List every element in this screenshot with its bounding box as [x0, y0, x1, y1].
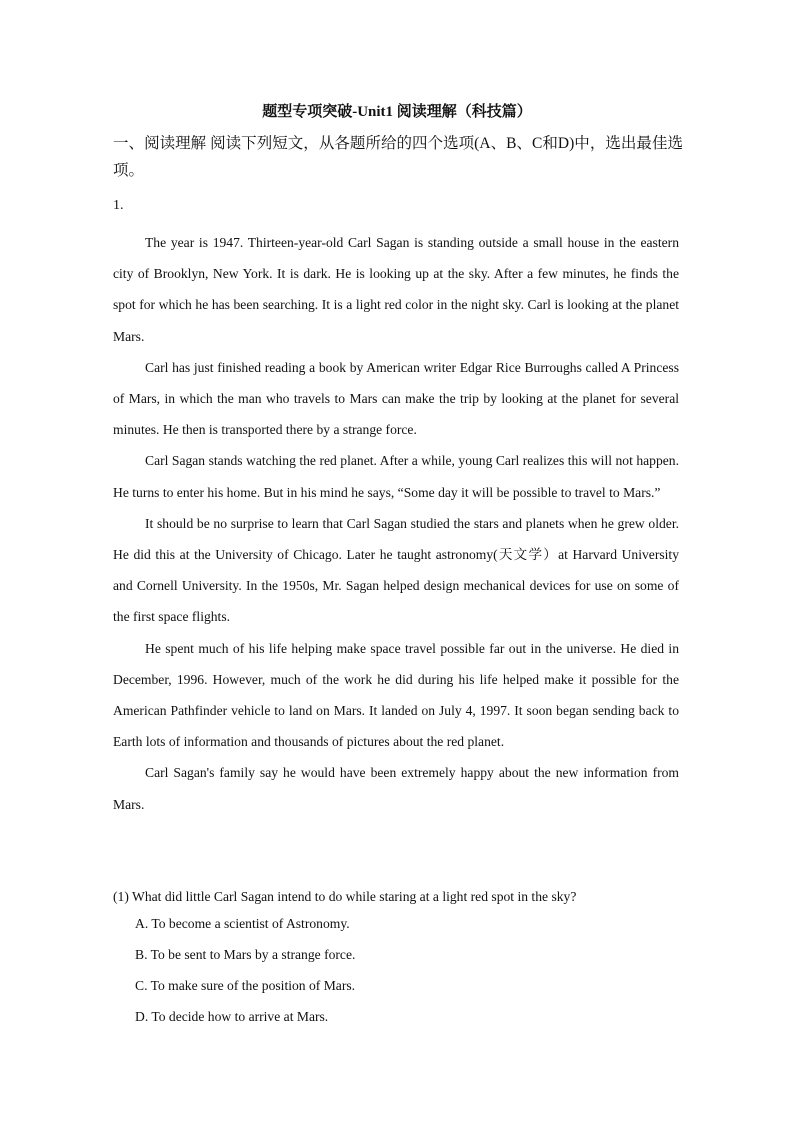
section-instructions: 一、阅读理解 阅读下列短文，从各题所给的四个选项(A、B、C和D)中，选出最佳选项。 — [113, 135, 683, 179]
option-d: D. To decide how to arrive at Mars. — [135, 1009, 329, 1024]
page-title: 题型专项突破-Unit1 阅读理解（科技篇） — [262, 104, 532, 120]
passage-paragraph-3: Carl Sagan stands watching the red planet. After a while, young Carl realizes this will not happen. He turns to enter his home. But in his mind he says, “Some day it will be possible to travel to Mars.” — [113, 453, 679, 500]
reading-passage — [113, 227, 679, 820]
option-b: B. To be sent to Mars by a strange force. — [135, 947, 356, 962]
passage-paragraph-2: Carl has just finished reading a book by American writer Edgar Rice Burroughs called A Princess of Mars, in which the man who travels to Mars can make the trip by looking at the planet for several minutes. He then is transported there by a strange force. — [113, 359, 679, 438]
question-number: 1. — [113, 198, 124, 213]
passage-paragraph-6: Carl Sagan's family say he would have been extremely happy about the new information from Mars. — [113, 765, 679, 812]
option-a: A. To become a scientist of Astronomy. — [135, 916, 350, 931]
passage-paragraph-5: He spent much of his life helping make space travel possible far out in the universe. He died in December, 1996. However, much of the work he did during his life helped make it possible for the American Pathfinder vehicle to land on Mars. It landed on July 4, 1997. It soon began sending back to Earth lots of information and thousands of pictures about the red planet. — [113, 640, 679, 750]
question-stem: (1) What did little Carl Sagan intend to do while staring at a light red spot in the sky? — [113, 889, 577, 904]
option-c: C. To make sure of the position of Mars. — [135, 978, 356, 993]
passage-paragraph-4: It should be no surprise to learn that Carl Sagan studied the stars and planets when he grew older. He did this at the University of Chicago. Later he taught astronomy(天文学）at Harvard University and Cornell University. In the 1950s, Mr. Sagan helped design mechanical devices for use on some of the first space flights. — [113, 515, 679, 625]
passage-paragraph-1: The year is 1947. Thirteen-year-old Carl Sagan is standing outside a small house in the eastern city of Brooklyn, New York. It is dark. He is looking up at the sky. After a few minutes, he finds the spot for which he has been searching. It is a light red color in the night sky. Carl is looking at the planet Mars. — [113, 235, 679, 344]
